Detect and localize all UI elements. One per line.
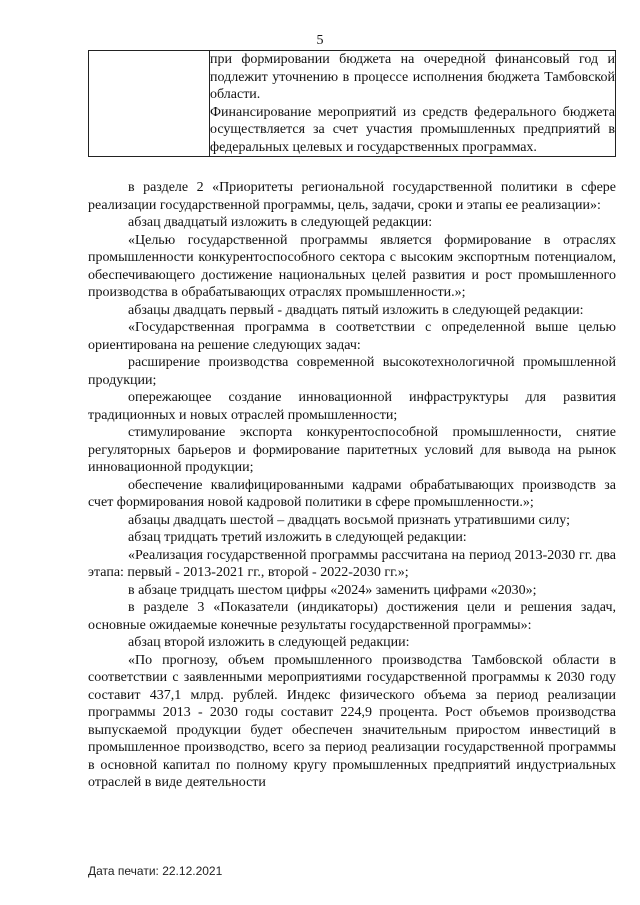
paragraph: «Реализация государственной программы рассчитана на период 2013-2030 гг. два этапа: первый - 2013-2021 гг., второй - 2022-2030 гг.»;	[88, 547, 616, 580]
paragraph: «По прогнозу, объем промышленного производства Тамбовской области в соответствии с заявленными мероприятиями государственной программы к 2030 году составит 437,1 млрд. рублей. Индекс физического объема за период реализации программы 2013 - 2030 годы составит 224,9 процента. Рост объемов производства выпускаемой продукции будет обеспечен значительным приростом инвестиций в промышленное производство, всего за период реализации государственной программы в основной капитал по полному кругу промышленных предприятий индустриальных отраслей в виде деятельности	[88, 652, 616, 790]
page-number: 5	[316, 33, 324, 48]
paragraph: обеспечение квалифицированными кадрами обрабатывающих производств за счет формирования новой кадровой политики в сфере промышленности.»;	[88, 477, 616, 510]
paragraph: абзацы двадцать шестой – двадцать восьмой признать утратившими силу;	[128, 512, 570, 528]
table-empty-cell	[89, 51, 210, 157]
paragraph: абзацы двадцать первый - двадцать пятый изложить в следующей редакции:	[128, 302, 584, 318]
table-cell-paragraph: Финансирование мероприятий из средств федерального бюджета осуществляется за счет участия промышленных предприятий в федеральных целевых и государственных программах.	[210, 104, 615, 155]
table-text-cell	[210, 51, 616, 157]
table-cell-paragraph: при формировании бюджета на очередной финансовый год и подлежит уточнению в процессе исполнения бюджета Тамбовской области.	[210, 52, 615, 102]
paragraph: стимулирование экспорта конкурентоспособной промышленности, снятие регуляторных барьеров и формирование паритетных условий для вывода на рынок инновационной продукции;	[88, 425, 616, 475]
document-body	[88, 179, 616, 792]
continuation-table	[88, 50, 616, 157]
table-row	[89, 51, 616, 157]
paragraph: в абзаце тридцать шестом цифры «2024» заменить цифрами «2030»;	[128, 582, 537, 598]
paragraph: опережающее создание инновационной инфраструктуры для развития традиционных и новых отраслей промышленности;	[88, 390, 616, 423]
paragraph: абзац двадцатый изложить в следующей редакции:	[128, 215, 433, 230]
paragraph: «Государственная программа в соответствии с определенной выше целью ориентирована на решение следующих задач:	[88, 320, 616, 353]
paragraph: расширение производства современной высокотехнологичной промышленной продукции;	[88, 355, 616, 388]
paragraph: абзац тридцать третий изложить в следующей редакции:	[128, 530, 467, 545]
paragraph: в разделе 2 «Приоритеты региональной государственной политики в сфере реализации государственной программы, цель, задачи, сроки и этапы ее реализации»:	[88, 180, 616, 213]
paragraph: в разделе 3 «Показатели (индикаторы) достижения цели и решения задач, основные ожидаемые конечные результаты государственной программы»:	[88, 600, 616, 633]
paragraph: «Целью государственной программы является формирование в отраслях промышленности конкурентоспособного сектора с высоким экспортным потенциалом, обеспечивающего достижение национальных целей развития и рост промышленного производства в обрабатывающих отраслях промышленности.»;	[88, 232, 616, 300]
paragraph: абзац второй изложить в следующей редакции:	[128, 635, 410, 650]
print-date: Дата печати: 22.12.2021	[88, 864, 223, 878]
